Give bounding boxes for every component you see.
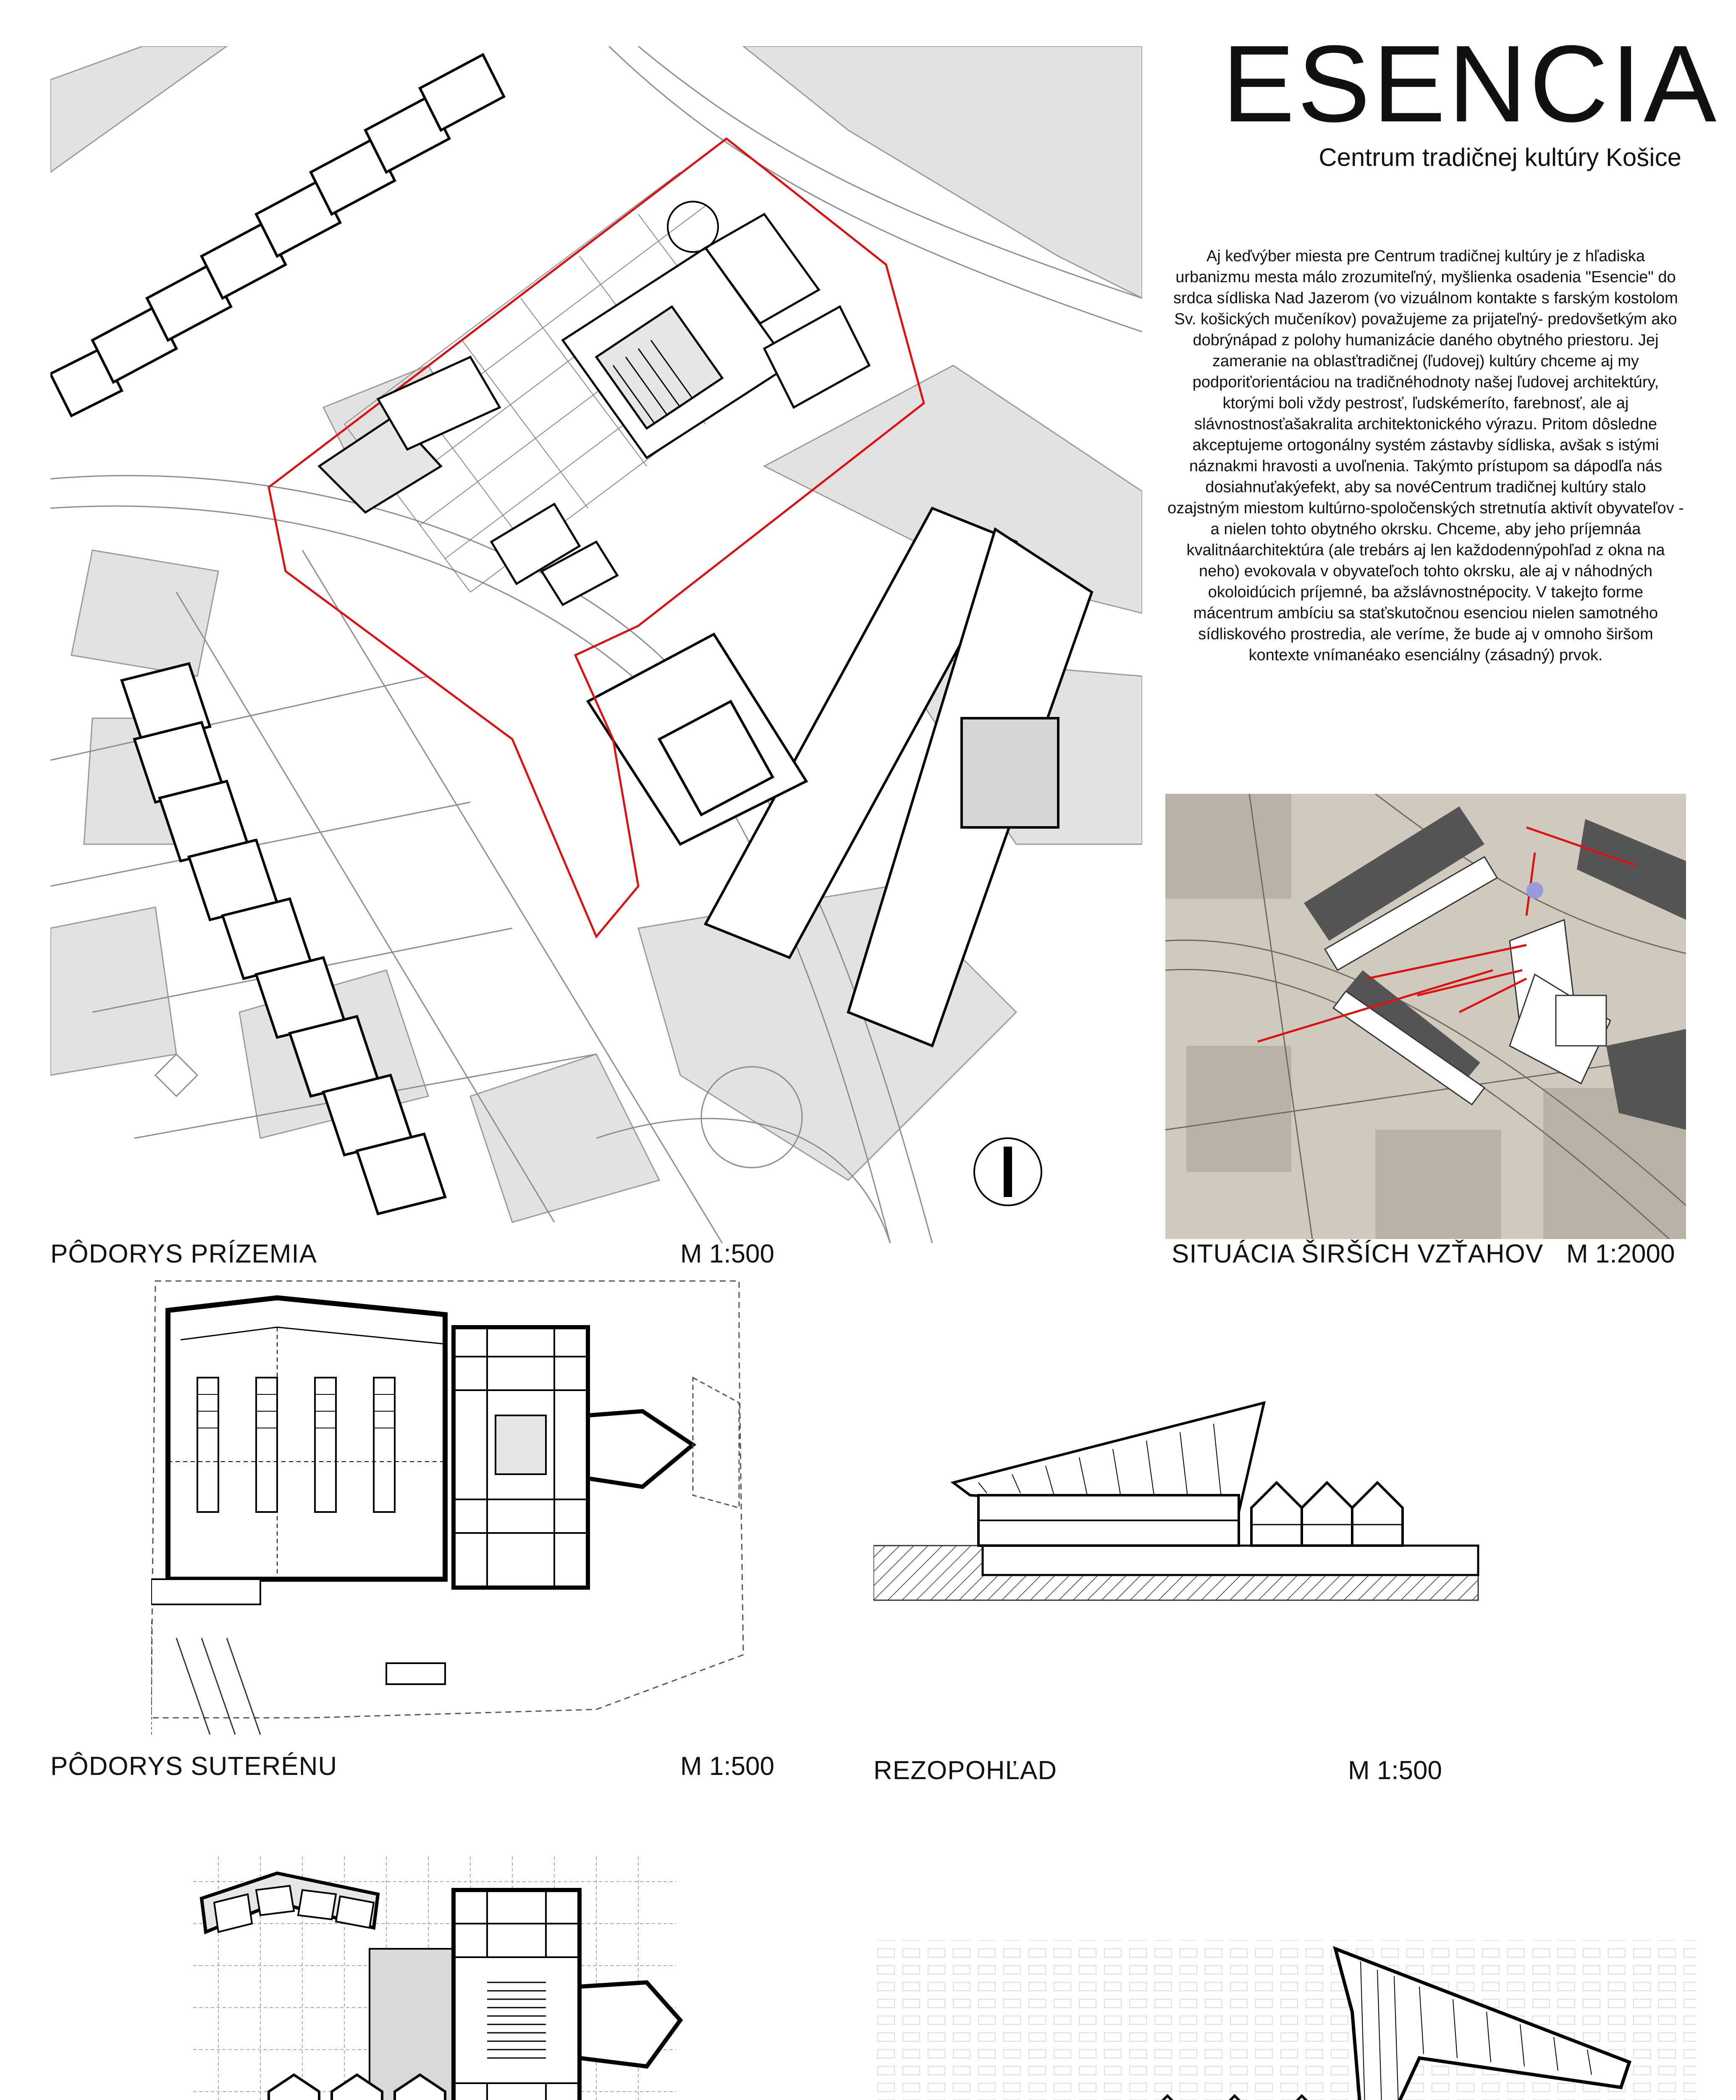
page-title: ESENCIA bbox=[1222, 23, 1719, 145]
ground-floor-plan-drawing bbox=[50, 46, 1142, 1243]
wider-context-label: SITUÁCIA ŠIRŠÍCH VZŤAHOV bbox=[1172, 1239, 1544, 1268]
wider-context-map bbox=[1165, 794, 1686, 1239]
page-subtitle: Centrum tradičnej kultúry Košice bbox=[1319, 143, 1681, 171]
ground-floor-label: PÔDORYS PRÍZEMIA bbox=[50, 1239, 317, 1268]
concept-text: Aj keďvýber miesta pre Centrum tradičnej kultúry je z hľadiska urbanizmu mesta málo zrozumiteľný, myšlienka osadenia "Esencie" do srdca sídliska Nad Jazerom (vo vizuálnom kontakte s farským kostolom Sv. košických mučeníkov) považujeme za prijateľný- predovšetkým ako dobrýnápad z polohy humanizácie daného obytného priestoru. Jej zameranie na oblasťtradičnej (ľudovej) kultúry chceme aj my podporiťorientáciou na tradičnéhodnoty našej ľudovej architektúry, ktorými boli vždy pestrosť, ľudskémeríto, farebnosť, ale aj slávnostnosťašakralita architektonického výrazu. Pritom dôsledne akceptujeme ortogonálny systém zástavby sídliska, avšak s istými náznakmi hravosti a uvoľnenia. Takýmto prístupom sa dápodľa nás dosiahnuťakýefekt, aby sa novéCentrum tradičnej kultúry stalo ozajstným miestom kultúrno-spoločenských stretnutía aktivít obyvateľov - a nielen tohto obytného okrsku. Chceme, aby jeho príjemnáa kvalitnáarchitektúra (ale trebárs aj len každodennýpohľad z okna na neho) evokovala v obyvateľoch tohto okrsku, ale aj v náhodných okoloidúcich príjemné, ba ažslávnostnépocity. V takejto forme mácentrum ambíciu sa staťskutočnou esenciou nielen samotného sídliskového prostredia, ale veríme, že bude aj v omnoho širšom kontexte vnímanéako esenciálny (zásadný) prvok. bbox=[1167, 247, 1684, 664]
upper-floor-plan-drawing bbox=[193, 1856, 697, 2100]
basement-label: PÔDORYS SUTERÉNU bbox=[50, 1752, 338, 1781]
basement-plan-drawing bbox=[151, 1277, 747, 1739]
basement-scale: M 1:500 bbox=[680, 1752, 775, 1781]
section-1-scale: M 1:500 bbox=[1348, 1756, 1442, 1785]
wider-context-scale: M 1:2000 bbox=[1566, 1239, 1675, 1268]
section-drawing-1 bbox=[873, 1386, 1571, 1604]
section-drawing-2 bbox=[873, 1928, 1697, 2100]
ground-floor-scale: M 1:500 bbox=[680, 1239, 775, 1268]
section-1-label: REZOPOHĽAD bbox=[873, 1756, 1057, 1785]
